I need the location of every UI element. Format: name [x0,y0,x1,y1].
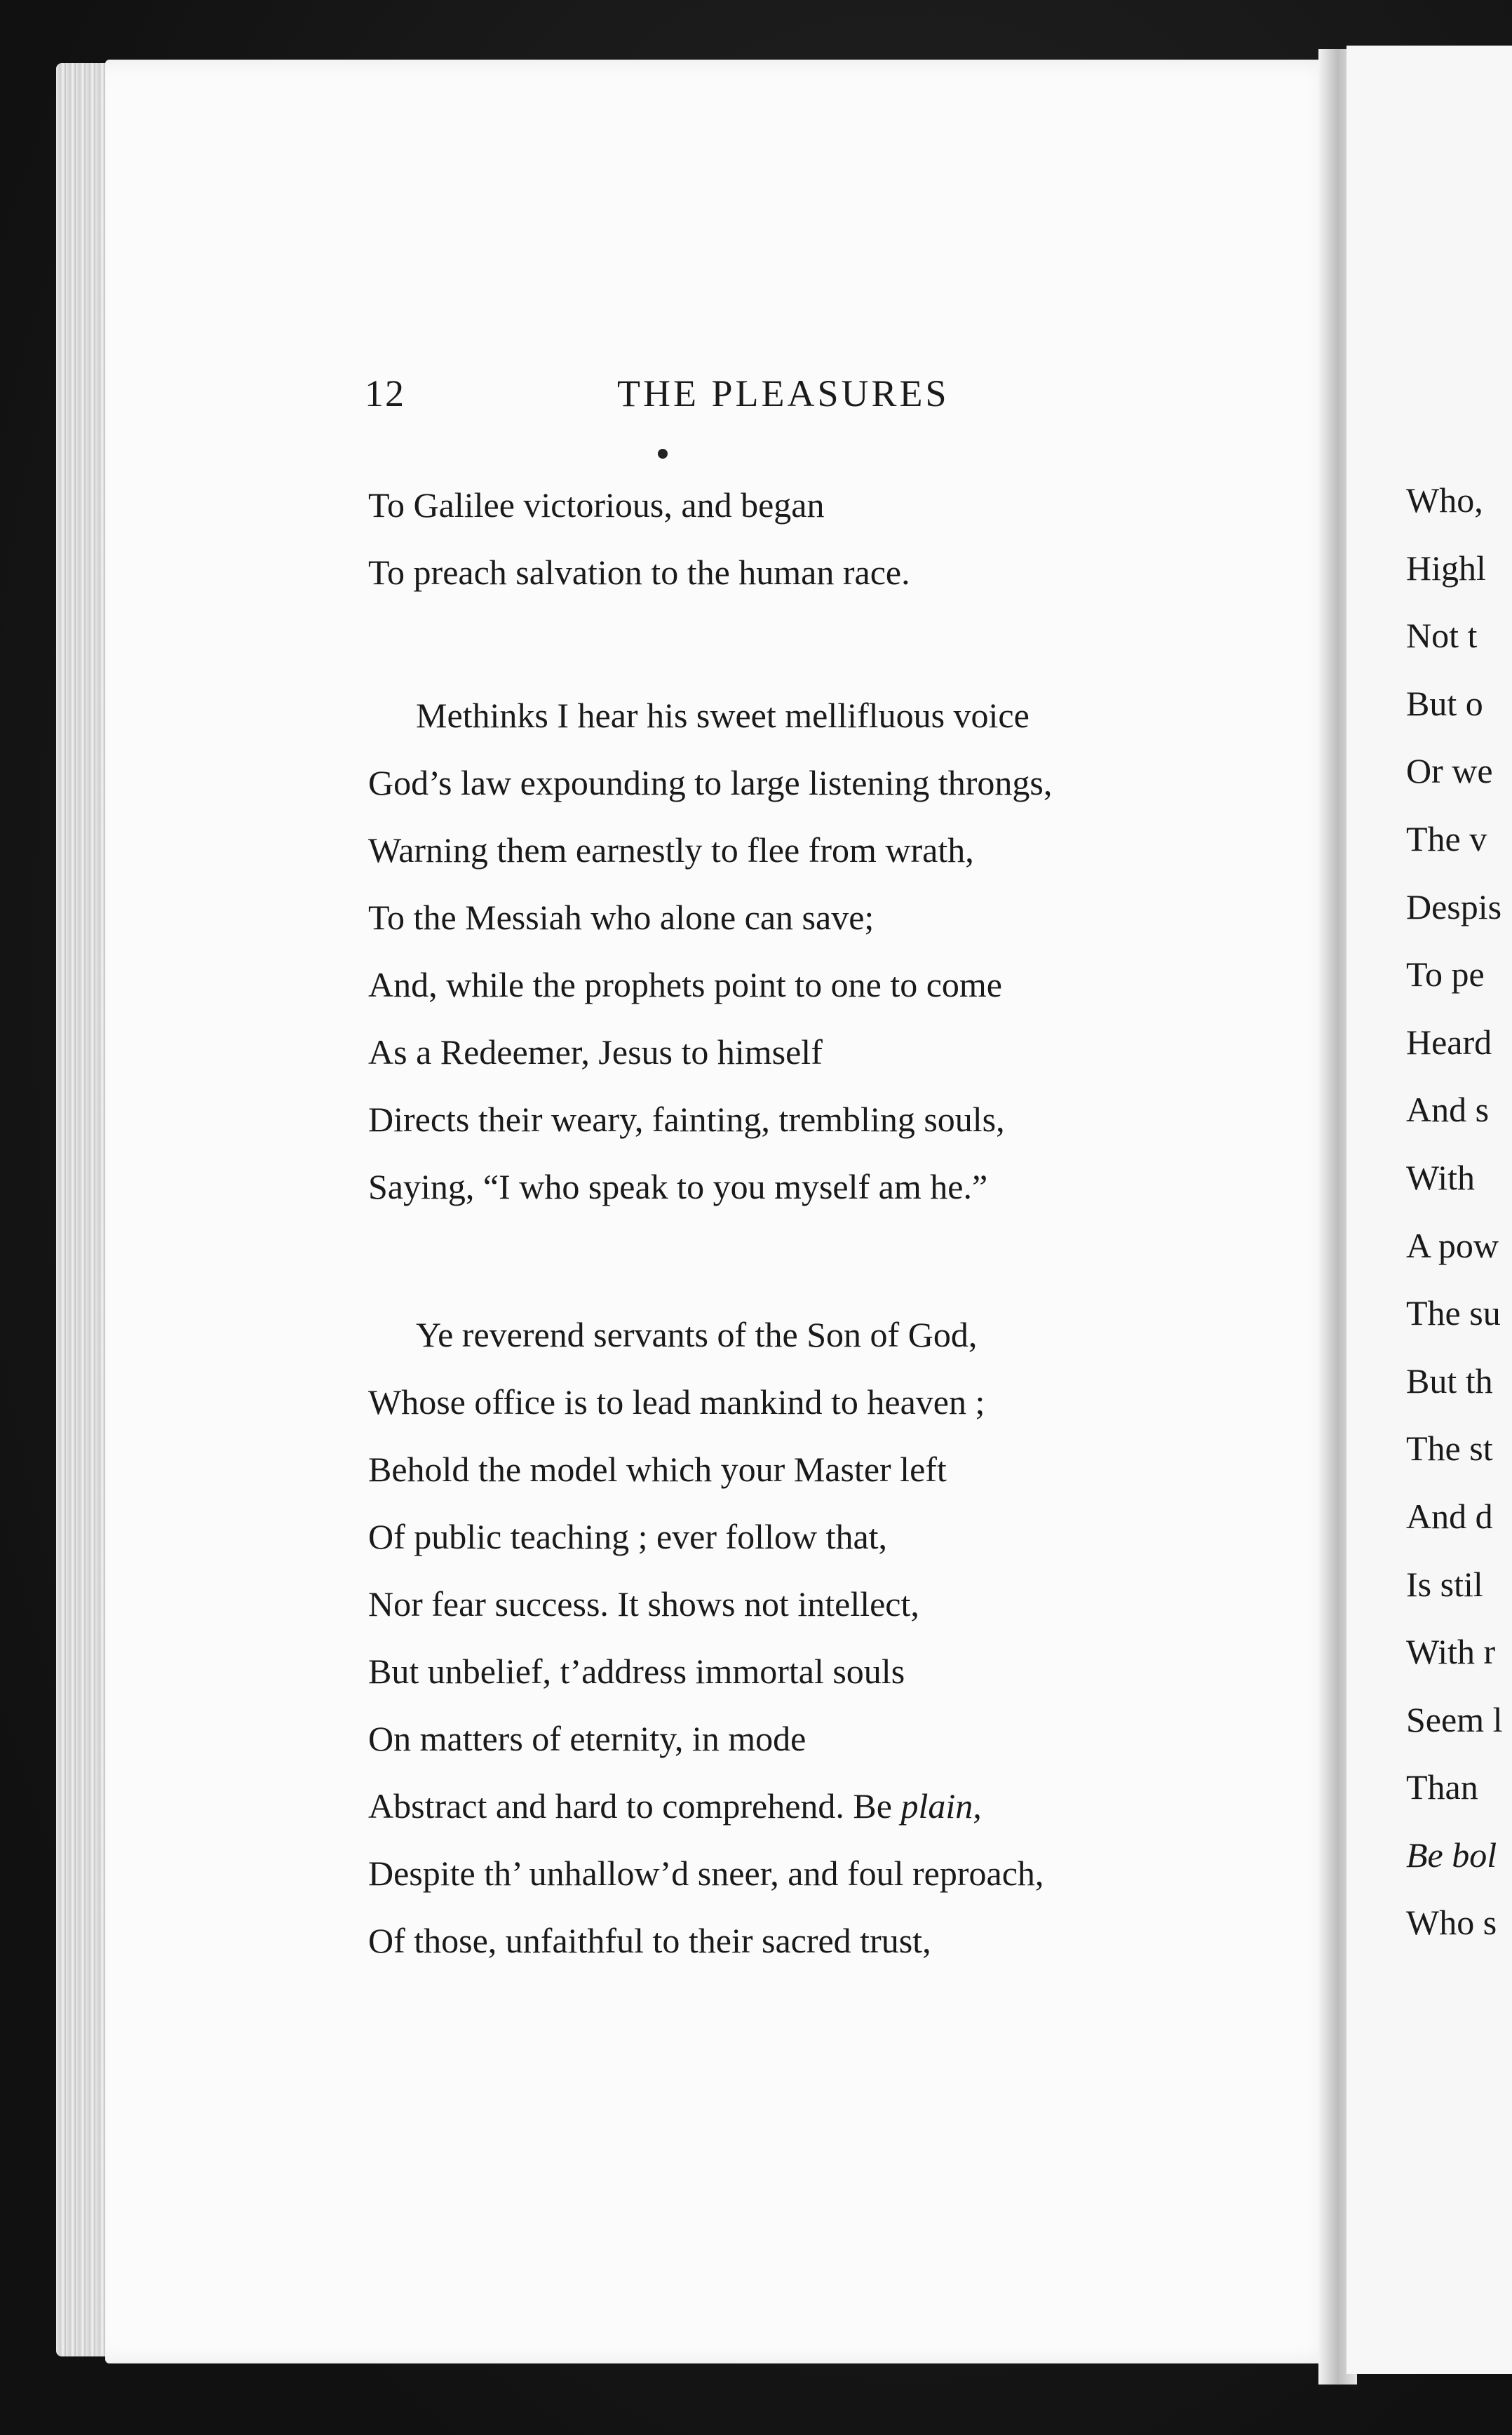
verse-line: Behold the model which your Master left [368,1450,947,1489]
verse-line: Ye reverend servants of the Son of God, [416,1315,978,1354]
verse-line: To preach salvation to the human race. [368,553,910,592]
verse-line: But unbelief, t’address immortal souls [368,1652,905,1691]
right-verse-fragment: Who, [1406,480,1483,520]
verse-line-text: Abstract and hard to comprehend. Be [368,1786,901,1826]
verse-line: Of public teaching ; ever follow that, [368,1517,888,1556]
right-verse-fragment: Seem l [1406,1699,1503,1739]
verse-line: Warning them earnestly to flee from wrath, [368,830,974,870]
verse-line: God’s law expounding to large listening throngs, [368,763,1053,802]
right-verse-fragment: Who s [1406,1903,1497,1943]
right-verse-fragment: The su [1406,1293,1501,1333]
verse-line: To Galilee victorious, and began [368,485,825,525]
verse-line: Methinks I hear his sweet mellifluous voice [416,696,1030,735]
verse-line: Whose office is to lead mankind to heaven ; [368,1382,985,1422]
right-verse-fragment: Not t [1406,616,1478,656]
right-page-text [1406,466,1512,1957]
right-verse-fragment: And d [1406,1496,1493,1536]
verse-line: On matters of eternity, in mode [368,1719,806,1758]
verse-line: And, while the prophets point to one to come [368,965,1003,1004]
right-verse-fragment: But th [1406,1361,1493,1401]
right-verse-fragment: Or we [1406,751,1493,791]
verse-line: Directs their weary, fainting, trembling souls, [368,1100,1005,1139]
right-verse-fragment: A pow [1406,1225,1499,1265]
right-verse-fragment: Highl [1406,548,1486,588]
right-verse-fragment: Heard [1406,1022,1492,1062]
verse-line: As a Redeemer, Jesus to himself [368,1032,823,1072]
right-verse-fragment: The v [1406,818,1487,858]
verse-line: Saying, “I who speak to you myself am he.” [368,1167,988,1206]
right-verse-fragment: With [1406,1157,1475,1197]
ink-dot [658,449,668,459]
page-number: 12 [365,372,405,414]
right-verse-fragment: Than [1406,1767,1478,1807]
right-verse-fragment: Be bol [1406,1835,1497,1875]
right-verse-fragment: Is stil [1406,1564,1483,1604]
right-verse-fragment: Despis [1406,886,1502,926]
right-verse-fragment: But o [1406,683,1483,723]
italic-word: plain, [900,1786,982,1826]
stanza-2 [368,682,1231,1220]
verse-line: Nor fear success. It shows not intellect, [368,1584,919,1624]
right-verse-fragment: With r [1406,1632,1496,1672]
right-verse-fragment: To pe [1406,955,1485,994]
verse-line [368,1772,1231,1840]
stanza-1 [368,471,1231,606]
right-verse-fragment: And s [1406,1090,1490,1130]
stanza-3 [368,1301,1231,1974]
verse-line: Despite th’ unhallow’d sneer, and foul reproach, [368,1854,1044,1893]
running-title: THE PLEASURES [617,372,950,414]
page-header [365,372,982,421]
verse-line: Of those, unfaithful to their sacred trust, [368,1921,931,1960]
right-verse-fragment: The st [1406,1429,1493,1469]
verse-line: To the Messiah who alone can save; [368,898,875,937]
